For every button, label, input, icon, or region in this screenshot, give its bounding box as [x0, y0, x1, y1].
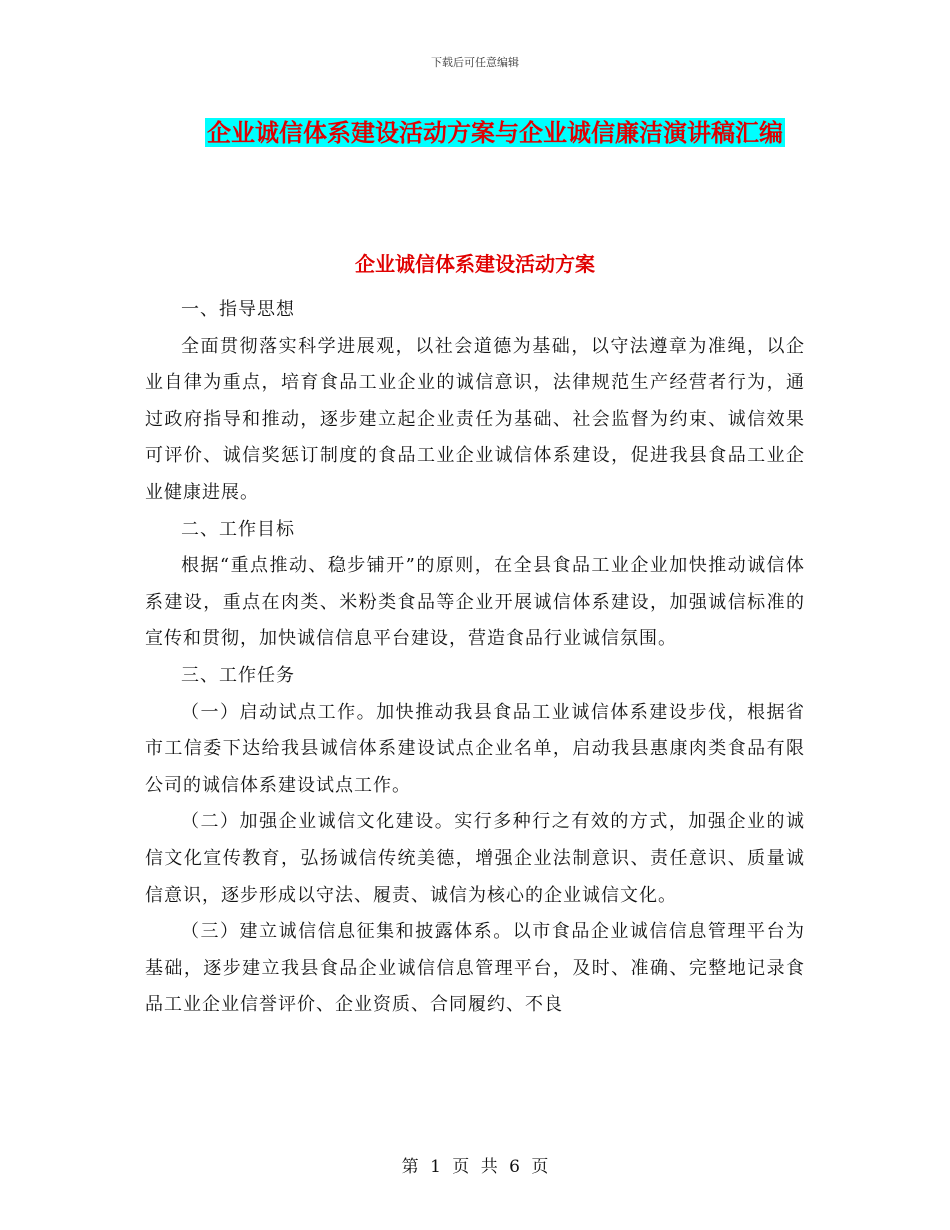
- paragraph: 根据“重点推动、稳步铺开”的原则，在全县食品工业企业加快推动诚信体系建设，重点在肉类、米粉类食品等企业开展诚信体系建设，加强诚信标准的宣传和贯彻，加快诚信信息平台建设，营造食品行业诚信氛围。: [145, 555, 805, 650]
- paragraph: （一）启动试点工作。加快推动我县食品工业诚信体系建设步伐，根据省市工信委下达给我县诚信体系建设试点企业名单，启动我县惠康肉类食品有限公司的诚信体系建设试点工作。: [145, 701, 805, 796]
- document-title: [145, 112, 845, 154]
- paragraph: （二）加强企业诚信文化建设。实行多种行之有效的方式，加强企业的诚信文化宣传教育，弘扬诚信传统美德，增强企业法制意识、责任意识、质量诚信意识，逐步形成以守法、履责、诚信为核心的企业诚信文化。: [145, 811, 805, 906]
- paragraph: （三）建立诚信信息征集和披露体系。以市食品企业诚信信息管理平台为基础，逐步建立我县食品企业诚信信息管理平台，及时、准确、完整地记录食品工业企业信誉评价、企业资质、合同履约、不良: [145, 921, 805, 1016]
- heading-work-tasks: 三、工作任务: [181, 664, 295, 686]
- header-note: 下载后可任意编辑: [431, 56, 519, 69]
- page-footer: 第 1 页 共 6 页: [401, 1157, 549, 1177]
- paragraph: 全面贯彻落实科学进展观，以社会道德为基础，以守法遵章为准绳，以企业自律为重点，培育食品工业企业的诚信意识，法律规范生产经营者行为，通过政府指导和推动，逐步建立起企业责任为基础、社会监督为约束、诚信效果可评价、诚信奖惩订制度的食品工业企业诚信体系建设，促进我县食品工业企业健康进展。: [145, 335, 805, 503]
- heading-guiding-thought: 一、指导思想: [181, 299, 295, 320]
- section-title: 企业诚信体系建设活动方案: [355, 252, 595, 276]
- document-body: [145, 292, 805, 1024]
- heading-work-goals: 二、工作目标: [181, 518, 295, 540]
- document-title-text: 企业诚信体系建设活动方案与企业诚信廉洁演讲稿汇编: [207, 118, 783, 147]
